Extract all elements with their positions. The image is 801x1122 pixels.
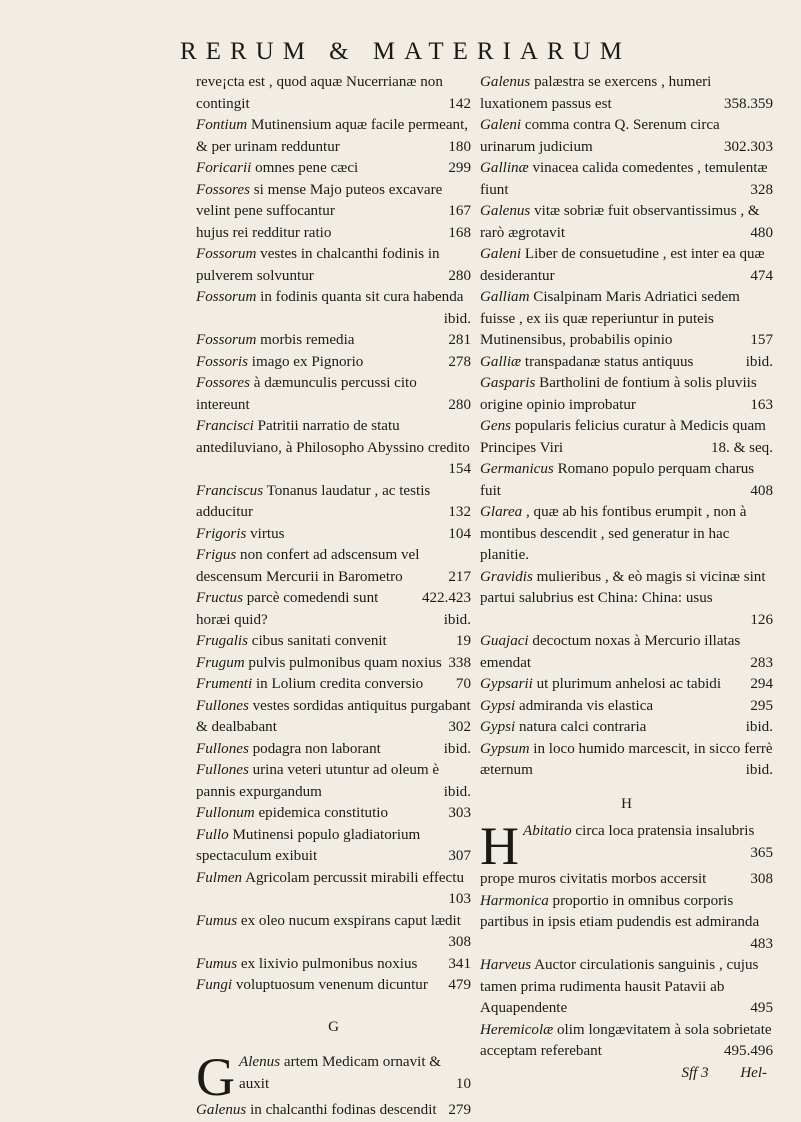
entry-term: Fullonum bbox=[196, 805, 255, 821]
index-entry bbox=[196, 180, 471, 223]
entry-page: 157 bbox=[750, 332, 773, 348]
entry-term: Frumenti bbox=[196, 676, 253, 692]
entry-page: 132 bbox=[448, 504, 471, 520]
h-entries bbox=[480, 891, 773, 1063]
entry-text: admiranda vis elastica bbox=[519, 697, 654, 714]
entry-text: prope muros civitatis morbos accersit bbox=[480, 871, 707, 887]
entry-page: 281 bbox=[448, 332, 471, 348]
entry-term: Franciscus bbox=[196, 482, 264, 499]
index-entry bbox=[196, 674, 471, 696]
entry-term: Heremicolæ bbox=[480, 1021, 554, 1038]
left-column bbox=[196, 72, 471, 1122]
left-entries bbox=[196, 72, 471, 997]
section-letter-g: G bbox=[328, 1018, 339, 1035]
entry-term: Fontium bbox=[196, 117, 248, 133]
entry-term: Galliæ bbox=[480, 353, 522, 370]
entry-text: mulieribus , & eò magis si vicinæ sint partui salubrius est China: China: usus bbox=[480, 568, 766, 606]
entry-text: vinacea calida comedentes , temulentæ fiunt bbox=[480, 160, 768, 198]
index-entry bbox=[196, 223, 471, 245]
entry-page: 328 bbox=[750, 181, 773, 198]
index-entry bbox=[480, 717, 773, 739]
index-entry bbox=[196, 416, 471, 481]
index-entry bbox=[196, 868, 471, 911]
index-entry bbox=[196, 330, 471, 352]
index-entry bbox=[480, 352, 773, 374]
entry-page: 168 bbox=[448, 224, 471, 241]
entry-term: Fullo bbox=[196, 826, 229, 843]
entry-text: imago ex Pignorio bbox=[251, 353, 364, 370]
entry-term: Gasparis bbox=[480, 375, 536, 391]
entry-page: ibid. bbox=[745, 719, 773, 735]
index-entry bbox=[480, 502, 773, 567]
index-entry bbox=[480, 416, 773, 459]
index-entry bbox=[196, 803, 471, 825]
index-entry bbox=[480, 631, 773, 674]
index-entry bbox=[196, 524, 471, 546]
entry-page: 295 bbox=[750, 697, 773, 714]
entry-page: 279 bbox=[448, 1102, 471, 1118]
right-column bbox=[480, 72, 773, 1084]
entry-page: ibid. bbox=[443, 740, 471, 757]
signature-mark: Sff 3 bbox=[681, 1064, 709, 1081]
running-header: RERUM & MATERIARUM bbox=[180, 38, 631, 65]
entry-text: Cisalpinam Maris Adriatici sedem fuisse , ex iis quæ reperiuntur in puteis Mutinensibus, probabilis opinio bbox=[480, 289, 740, 348]
entry-page: 167 bbox=[448, 203, 471, 219]
entry-term: Glarea bbox=[480, 504, 523, 520]
entry-page: 365 bbox=[750, 844, 773, 861]
entry-page: 217 bbox=[448, 568, 471, 585]
index-entry bbox=[196, 610, 471, 632]
entry-text: artem Medicam ornavit & auxit bbox=[239, 1054, 442, 1092]
entry-term: Alenus bbox=[239, 1054, 281, 1070]
entry-page: ibid. bbox=[443, 310, 471, 327]
index-entry bbox=[196, 158, 471, 180]
entry-text: ut plurimum anhelosi ac tabidi bbox=[536, 676, 722, 692]
entry-text: Tonanus laudatur , ac testis adducitur bbox=[196, 482, 431, 520]
index-entry bbox=[196, 911, 471, 954]
entry-text: vestes in chalcanthi fodinis in pulverem solvuntur bbox=[196, 246, 440, 284]
entry-term: Francisci bbox=[196, 418, 254, 434]
page-footer bbox=[480, 1063, 773, 1085]
index-entry bbox=[196, 825, 471, 868]
entry-text: urina veteri utuntur ad oleum è pannis expurgandum bbox=[196, 762, 440, 800]
index-entry bbox=[196, 72, 471, 115]
index-entry bbox=[196, 588, 471, 610]
entry-page: 495 bbox=[750, 1000, 773, 1016]
entry-text: popularis felicius curatur à Medicis quam Principes Viri bbox=[480, 418, 766, 456]
index-entry bbox=[196, 481, 471, 524]
entry-term: Gypsi bbox=[480, 719, 516, 735]
index-entry bbox=[480, 739, 773, 782]
entry-term: Gypsi bbox=[480, 697, 516, 714]
entry-text: palæstra se exercens , humeri luxationem passus est bbox=[480, 74, 712, 112]
entry-text: virtus bbox=[250, 525, 285, 542]
entry-term: Fossores bbox=[196, 181, 250, 198]
entry-page: ibid. bbox=[745, 353, 773, 370]
entry-term: Fullones bbox=[196, 762, 249, 778]
entry-text: natura calci contraria bbox=[519, 719, 647, 735]
entry-page: 341 bbox=[448, 955, 471, 972]
index-entry-habitatio bbox=[480, 816, 773, 876]
entry-text: pulvis pulmonibus quam noxius bbox=[248, 654, 442, 671]
entry-page: 479 bbox=[448, 977, 471, 993]
entry-page: ibid. bbox=[443, 783, 471, 800]
entry-page: 480 bbox=[750, 224, 773, 241]
entry-page: 302.303 bbox=[723, 138, 773, 155]
entry-text: vitæ sobriæ fuit observantissimus , & rarò ægrotavit bbox=[480, 203, 760, 241]
entry-text: podagra non laborant bbox=[252, 740, 381, 757]
index-entry bbox=[480, 115, 773, 158]
entry-text: Liber de consuetudine , est inter ea quæ desiderantur bbox=[480, 246, 765, 284]
entry-text: decoctum noxas à Mercurio illatas emendat bbox=[480, 633, 741, 671]
index-entry bbox=[480, 955, 773, 1020]
entry-text: circa loca pratensia insalubris bbox=[575, 823, 755, 839]
entry-page: 154 bbox=[448, 461, 471, 477]
entry-page: 303 bbox=[448, 805, 471, 821]
entry-text: Mutinensium aquæ facile permeant, & per urinam redduntur bbox=[196, 117, 469, 155]
entry-term: Foricarii bbox=[196, 160, 252, 176]
right-entries bbox=[480, 72, 773, 782]
entry-term: Gravidis bbox=[480, 568, 533, 585]
entry-page: 307 bbox=[448, 848, 471, 864]
index-entry bbox=[196, 760, 471, 803]
entry-page: 280 bbox=[448, 267, 471, 284]
entry-page: 308 bbox=[750, 871, 773, 887]
entry-page: 278 bbox=[448, 353, 471, 370]
entry-term: Galeni bbox=[480, 117, 522, 133]
entry-page: 408 bbox=[750, 482, 773, 499]
entry-page: 299 bbox=[448, 160, 471, 176]
entry-term: Harveus bbox=[480, 957, 532, 973]
entry-term: Guajaci bbox=[480, 633, 529, 649]
entry-page: 70 bbox=[455, 676, 471, 692]
index-entry bbox=[480, 1020, 773, 1063]
index-entry bbox=[480, 696, 773, 718]
entry-page: 104 bbox=[448, 525, 471, 542]
entry-text: transpadanæ status antiquus bbox=[524, 353, 694, 370]
entry-text: Auctor circulationis sanguinis , cujus tamen prima rudimenta hausit Patavii ab Aquapendente bbox=[480, 957, 759, 1016]
entry-page: 280 bbox=[448, 396, 471, 413]
catchword: Hel- bbox=[740, 1064, 767, 1081]
entry-page: ibid. bbox=[745, 762, 773, 778]
index-entry bbox=[480, 72, 773, 115]
entry-text: olim longævitatem à sola sobrietate acceptam referebant bbox=[480, 1021, 772, 1059]
index-entry bbox=[480, 373, 773, 416]
entry-text: comma contra Q. Serenum circa urinarum judicium bbox=[480, 117, 720, 155]
entry-term: Gypsum bbox=[480, 740, 530, 757]
entry-text: in chalcanthi fodinas descendit bbox=[250, 1102, 437, 1118]
entry-term: Galliam bbox=[480, 289, 530, 305]
entry-text: Patritii narratio de statu antediluviano, à Philosopho Abyssino credito bbox=[196, 418, 470, 456]
entry-page: 126 bbox=[750, 611, 773, 628]
entry-page: 358.359 bbox=[723, 95, 773, 112]
index-entry bbox=[196, 696, 471, 739]
entry-term: Fossorum bbox=[196, 332, 257, 348]
entry-text: epidemica constitutio bbox=[258, 805, 389, 821]
entry-text: horæi quid? bbox=[196, 611, 268, 628]
entry-text: reve¡cta est , quod aquæ Nucerrianæ non contingit bbox=[196, 74, 443, 112]
index-entry bbox=[196, 739, 471, 761]
entry-text: hujus rei redditur ratio bbox=[196, 224, 332, 241]
entry-term: Fossorum bbox=[196, 289, 257, 305]
index-entry bbox=[480, 244, 773, 287]
entry-page: 474 bbox=[750, 267, 773, 284]
entry-term: Fructus bbox=[196, 590, 243, 606]
entry-page: 19 bbox=[455, 633, 471, 649]
entry-text: Romano populo perquam charus fuit bbox=[480, 461, 755, 499]
entry-text: parcè comedendi sunt bbox=[246, 590, 379, 606]
entry-text: omnes pene cæci bbox=[255, 160, 359, 176]
entry-page: 483 bbox=[750, 935, 773, 952]
entry-page: 10 bbox=[455, 1075, 471, 1092]
entry-term: Frugum bbox=[196, 654, 245, 671]
entry-text: si mense Majo puteos excavare velint pene suffocantur bbox=[196, 181, 443, 219]
index-entry bbox=[480, 459, 773, 502]
entry-page: 302 bbox=[448, 719, 471, 735]
index-entry bbox=[196, 352, 471, 374]
index-entry bbox=[480, 158, 773, 201]
entry-text: non confert ad adscensum vel descensum Mercurii in Barometro bbox=[196, 547, 420, 585]
entry-text: vestes sordidas antiquitus purgabant & dealbabant bbox=[196, 697, 471, 735]
index-entry bbox=[480, 674, 773, 696]
entry-page: 283 bbox=[750, 654, 773, 671]
entry-term: Gens bbox=[480, 418, 512, 434]
entry-page: 308 bbox=[448, 934, 471, 950]
entry-term: Frugalis bbox=[196, 633, 248, 649]
entry-page: 180 bbox=[448, 138, 471, 155]
index-entry bbox=[196, 373, 471, 416]
index-entry bbox=[196, 287, 471, 330]
entry-term: Fumus bbox=[196, 955, 238, 972]
entry-term: Fulmen bbox=[196, 869, 243, 886]
entry-page: 18. & seq. bbox=[710, 439, 773, 456]
entry-page: 422.423 bbox=[421, 590, 471, 606]
entry-term: Gypsarii bbox=[480, 676, 533, 692]
index-entry bbox=[196, 244, 471, 287]
section-letter-h: H bbox=[621, 795, 632, 812]
entry-text: in loco humido marcescit, in sicco ferrè æternum bbox=[480, 740, 773, 778]
entry-text: Mutinensi populo gladiatorium spectaculum exibuit bbox=[196, 826, 421, 864]
entry-page: 338 bbox=[448, 654, 471, 671]
index-entry bbox=[480, 287, 773, 352]
index-entry bbox=[196, 653, 471, 675]
index-entry bbox=[480, 869, 773, 891]
entry-page: 294 bbox=[750, 676, 773, 692]
entry-page: 103 bbox=[448, 891, 471, 907]
entry-term: Galenus bbox=[480, 74, 531, 90]
entry-term: Fullones bbox=[196, 740, 249, 757]
entry-term: Frigus bbox=[196, 547, 237, 563]
index-entry bbox=[196, 545, 471, 588]
entry-text: in Lolium credita conversio bbox=[255, 676, 424, 692]
entry-text: , quæ ab his fontibus erumpit , non à montibus descendit , sed generatur in hac planitie. bbox=[480, 504, 747, 563]
drop-cap-g: G bbox=[196, 1047, 235, 1107]
entry-term: Galeni bbox=[480, 246, 522, 262]
index-entry bbox=[196, 975, 471, 997]
entry-term: Fossores bbox=[196, 375, 250, 391]
entry-term: Fossoris bbox=[196, 353, 249, 370]
entry-term: Abitatio bbox=[523, 823, 572, 839]
drop-cap-h: H bbox=[480, 816, 519, 876]
entry-text: ex lixivio pulmonibus noxius bbox=[240, 955, 418, 972]
entry-text: Agricolam percussit mirabili effectu bbox=[245, 869, 464, 886]
entry-term: Fossorum bbox=[196, 246, 257, 262]
entry-text: voluptuosum venenum dicuntur bbox=[235, 977, 428, 993]
index-entry bbox=[196, 1100, 471, 1122]
entry-page: ibid. bbox=[443, 611, 471, 628]
entry-text: Bartholini de fontium à solis pluviis origine opinio improbatur bbox=[480, 375, 757, 413]
entry-text: à dæmunculis percussi cito intereunt bbox=[196, 375, 417, 413]
entry-page: 495.496 bbox=[723, 1043, 773, 1059]
entry-page: 142 bbox=[448, 95, 471, 112]
entry-term: Germanicus bbox=[480, 461, 554, 477]
index-entry bbox=[480, 567, 773, 632]
entry-term: Fumus bbox=[196, 912, 238, 929]
entry-text: cibus sanitati convenit bbox=[251, 633, 387, 649]
index-entry bbox=[196, 631, 471, 653]
entry-page: 163 bbox=[750, 396, 773, 413]
entry-term: Gallinæ bbox=[480, 160, 529, 176]
entry-term: Frigoris bbox=[196, 525, 247, 542]
entry-term: Galenus bbox=[196, 1102, 247, 1118]
index-entry bbox=[196, 115, 471, 158]
entry-term: Fungi bbox=[196, 977, 233, 993]
index-entry bbox=[480, 891, 773, 956]
entry-term: Galenus bbox=[480, 203, 531, 219]
entry-text: morbis remedia bbox=[260, 332, 355, 348]
index-entry bbox=[480, 201, 773, 244]
entry-term: Fullones bbox=[196, 697, 249, 714]
entry-text: proportio in omnibus corporis partibus in ipsis etiam pudendis est admiranda bbox=[480, 892, 760, 930]
entry-term: Harmonica bbox=[480, 892, 549, 909]
index-entry bbox=[196, 954, 471, 976]
index-entry-galenus bbox=[196, 1047, 471, 1107]
entry-text: ex oleo nucum exspirans caput lædit bbox=[240, 912, 461, 929]
entry-text: in fodinis quanta sit cura habenda bbox=[260, 289, 464, 305]
